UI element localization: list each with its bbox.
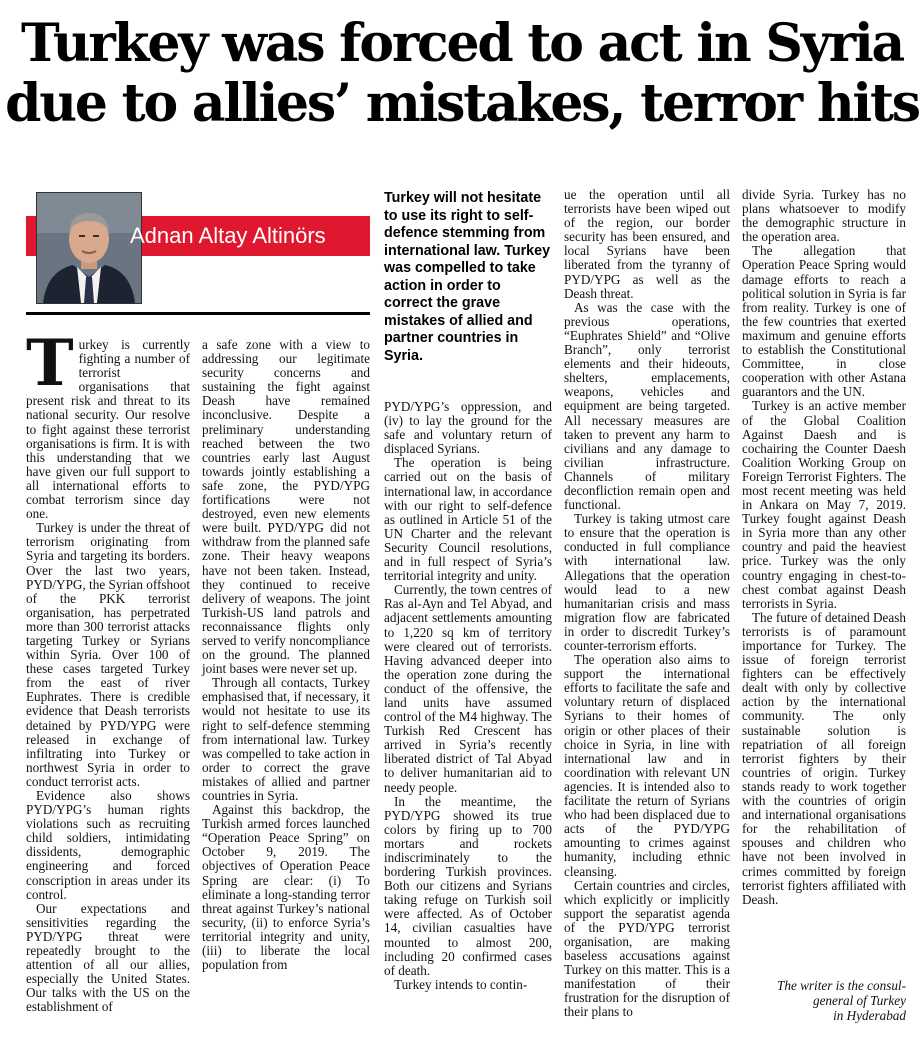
article-column-4 xyxy=(564,188,730,1020)
article-paragraph: Turkey is taking utmost care to ensure that the operation is conducted in full compliance with international law. Allegations that the operation would lead to a new humanitarian crisis and mass migration flow are fabricated in order to discredit Turkey’s counter-terrorism efforts. xyxy=(564,511,730,653)
article-paragraph: The operation is being carried out on the basis of international law, in accordance with our right to self-defence as outlined in Article 51 of the UN Charter and the relevant Security Council resolutions, and in full respect of Syria’s territorial integrity and unity. xyxy=(384,455,552,584)
headline xyxy=(0,14,924,134)
article-paragraph: Turkey is currently fighting a number of terrorist organisations that present risk and threat to its national security. Our resolve to fight against these terrorist organisations is firm. It is with this understanding that we have given our full support to all international efforts to combat terrorism since day one. xyxy=(26,326,190,522)
article-paragraph: In the meantime, the PYD/YPG showed its true colors by firing up to 700 mortars and rockets indiscriminately to the bordering Turkish provinces. Both our citizens and Syrians taking refuge on Turkish soil were affected. As of October 14, civilian casualties have mounted to almost 200, including 20 confirmed cases of death. xyxy=(384,793,552,978)
author-note-line: The writer is the consul- xyxy=(777,978,906,993)
article-paragraph: divide Syria. Turkey has no plans whatsoever to modify the demographic structure in the operation area. xyxy=(742,187,906,245)
author-note-line: general of Turkey xyxy=(812,993,906,1008)
article-paragraph: The operation also aims to support the international efforts to facilitate the safe and voluntary return of displaced Syrians to their homes of origin or other places of their choice in Syria, in line with international law and in coordination with relevant UN agencies. It is intended also to facilitate the return of Syrians who had been displaced due to acts of the PYD/YPG amounting to crimes against humanity, including ethnic cleansing. xyxy=(564,652,730,879)
headline-line-2: due to allies’ mistakes, terror hits xyxy=(5,73,919,134)
pull-quote: Turkey will not hesitate to use its right to self-defence stemming from international law. Turkey was compelled to take action in order to correct the grave mistakes of allied and partner countries in Syria. xyxy=(384,190,551,364)
article-paragraph: Turkey is an active member of the Global Coalition Against Daesh and is cochairing the Counter Daesh Coalition Working Group on Foreign Terrorist Fighters. The most recent meeting was held in Ankara on May 7, 2019. Turkey fought against Deash in Syria more than any other country and paid the heaviest price. Turkey was the only country engaging in chest-to-chest combat against Deash terrorists in Syria. xyxy=(742,398,906,611)
article-paragraph: The future of detained Deash terrorists is of paramount importance for Turkey. The issue of foreign terrorist fighters can be effectively dealt with only by collective action by the international community. The only sustainable solution is repatriation of all foreign terrorist fighters by their countries of origin. Turkey stands ready to work together with the countries of origin and international organisations for the rehabilitation of spouses and children who have not been involved in crimes committed by foreign terrorist fighters affiliated with Deash. xyxy=(742,609,906,907)
byline xyxy=(26,188,370,308)
author-photo xyxy=(36,192,142,304)
author-name: Adnan Altay Altinörs xyxy=(130,223,326,248)
article-paragraph: Against this backdrop, the Turkish armed forces launched “Operation Peace Spring” on October 9, 2019. The objectives of Operation Peace Spring are clear: (i) To eliminate a long-standing terror threat against Turkey’s national security, (ii) to enforce Syria’s territorial integrity and unity, (iii) to liberate the local population from xyxy=(202,802,370,973)
article-paragraph: a safe zone with a view to addressing our legitimate security concerns and sustaining the fight against Deash have remained inconclusive. Despite a preliminary understanding reached between the two countries early last August towards jointly establishing a safe zone, the PYD/YPG fortifications were not destroyed, even new elements were built. PYD/YPG did not withdraw from the planned safe zone. Their heavy weapons have not been taken. Instead, they continued to receive delivery of weapons. The joint Turkish-US land patrols and reconnaissance flights only served to verify noncompliance on the ground. The planned joint bases were never set up. xyxy=(202,337,370,677)
article-paragraph: Currently, the town centres of Ras al-Ayn and Tel Abyad, and adjacent settlements amounting to 1,220 sq km of territory were cleared out of terrorists. Having advanced deeper into the operation zone during the conduct of the offensive, the land units have assumed control of the M4 highway. The Turkish Red Crescent has arrived in Syria’s recently liberated district of Tal Abyad to deliver humanitarian aid to needy people. xyxy=(384,582,552,795)
article-column-3 xyxy=(384,400,552,992)
article-paragraph: As was the case with the previous operations, “Euphrates Shield” and “Olive Branch”, only terrorist elements and their hideouts, shelters, emplacements, weapons, vehicles and equipment are being targeted. All necessary measures are taken to prevent any harm to civilians and any damage to civilian infrastructure. Channels of military deconfliction remain open and functional. xyxy=(564,299,730,513)
article-paragraph: Through all contacts, Turkey emphasised that, if necessary, it would not hesitate to use its right to self-defence stemming from international law. Turkey was compelled to take action in order to correct the grave mistakes of allied and partner countries in Syria. xyxy=(202,675,370,803)
author-note-line: in Hyderabad xyxy=(833,1008,906,1023)
article-column-2 xyxy=(202,338,370,972)
article-paragraph: The allegation that Operation Peace Spring would damage efforts to reach a political solution in Syria is far from reality. Turkey is one of the few countries that exerted maximum and genuine efforts to establish the Constitutional Committee, in close cooperation with other Astana guarantors and the UN. xyxy=(742,243,906,400)
drop-cap: T xyxy=(26,326,74,401)
headline-line-1: Turkey was forced to act in Syria xyxy=(20,13,903,74)
article-paragraph: Evidence also shows PYD/YPG’s human rights violations such as recruiting child soldiers, intimidating dissidents, demographic engineering and forced conscription in areas under its control. xyxy=(26,788,190,902)
article-paragraph: PYD/YPG’s oppression, and (iv) to lay the ground for the safe and voluntary return of displaced Syrians. xyxy=(384,399,552,457)
author-note xyxy=(742,978,906,1023)
article-column-1 xyxy=(26,326,190,1015)
article-column-5 xyxy=(742,188,906,907)
author-portrait-icon xyxy=(37,193,141,303)
article-paragraph: Certain countries and circles, which explicitly or implicitly support the separatist agenda of the PYD/YPG terrorist organisation, are making baseless accusations against Turkey on this matter. This is a manifestation of their frustration for the disruption of their plans to xyxy=(564,877,730,1020)
article-paragraph: ue the operation until all terrorists have been wiped out of the region, our border security has been ensured, and local Syrians have been liberated from the tyranny of PYD/YPG as well as the Deash threat. xyxy=(564,187,730,301)
divider xyxy=(26,312,370,315)
article-paragraph: Our expectations and sensitivities regarding the PYD/YPG threat were repeatedly brought to the attention of all our allies, especially the United States. Our talks with the US on the establishment of xyxy=(26,900,190,1015)
article-paragraph: Turkey intends to contin- xyxy=(394,976,528,992)
article-paragraph: Turkey is under the threat of terrorism originating from Syria and targeting its borders. Over the last two years, PYD/YPG, the Syrian offshoot of the PKK terrorist organisation, has perpetrated more than 300 terrorist attacks targeting Turkey or Syrians within Syria. Over 100 of these cases targeted Turkey from the east of river Euphrates. There is credible evidence that Deash terrorists detained by PYD/YPG were released in exchange of infiltrating into Turkey or northwest Syria in order to conduct terrorist acts. xyxy=(26,520,190,789)
